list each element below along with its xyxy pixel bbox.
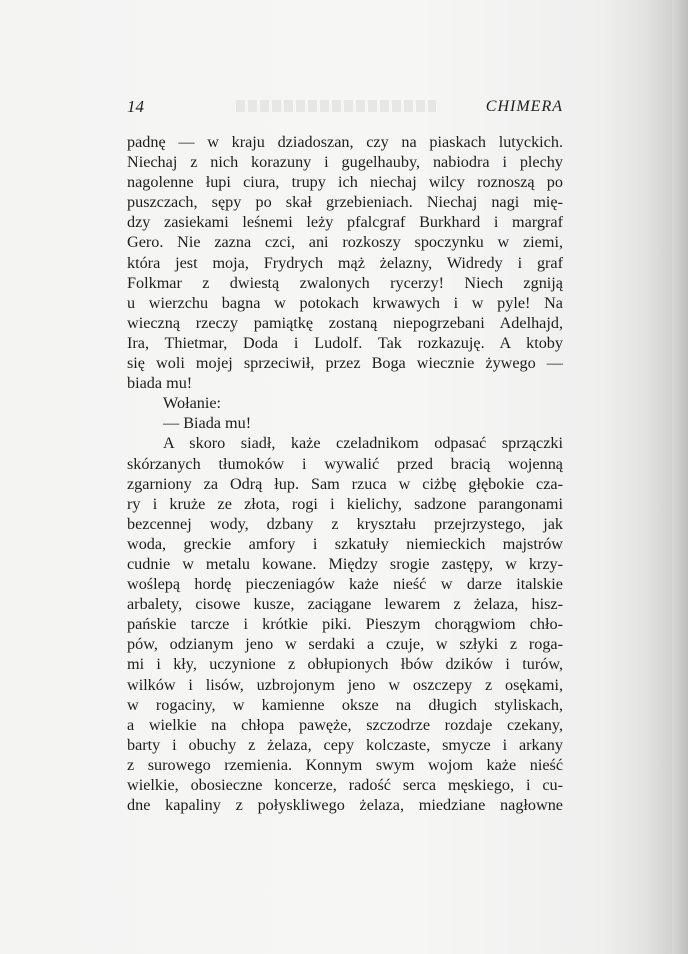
text-line: barty i obuchy z żelaza, cepy kolczaste, smycze i arkany xyxy=(127,735,563,754)
text-line: mi i kły, uczynione z obłupionych łbów dzików i turów, xyxy=(127,655,563,674)
page-number: 14 xyxy=(127,97,144,116)
text-line: pańskie tarcze i krótkie piki. Pieszym chorągwiom chło- xyxy=(127,615,563,634)
text-line: A skoro siadł, każe czeladnikom odpasać sprzączki xyxy=(163,434,563,453)
text-line: zgarniony za Odrą łup. Sam rzuca w ciżbę głębokie cza- xyxy=(127,474,563,493)
text-line: dzy zasiekami leśnemi leży pfalcgraf Burkhard i margraf xyxy=(127,213,563,232)
text-line: z surowego rzemienia. Konnym swym wojom każe nieść xyxy=(127,755,563,774)
text-line: skórzanych tłumoków i wywalić przed bracią wojenną xyxy=(127,454,563,473)
text-line: Folkmar z dwiestą zwalonych rycerzy! Niech zgniją xyxy=(127,273,563,292)
page-header xyxy=(127,96,563,118)
text-line: ry i kruże ze złota, rogi i kielichy, sadzone parangonami xyxy=(127,494,563,513)
text-line: Wołanie: xyxy=(163,394,222,413)
body-text xyxy=(127,132,563,815)
text-line: a wielkie na chłopa pawęże, szczodrze rozdaje czekany, xyxy=(127,715,563,734)
text-line: cudnie w metalu kowane. Między srogie zastępy, w krzy- xyxy=(127,554,563,573)
text-line: pów, odzianym jeno w serdaki a czuje, w szłyki z roga- xyxy=(127,635,563,654)
text-line: biada mu! xyxy=(127,374,193,393)
running-head: CHIMERA xyxy=(485,98,563,115)
text-line: która jest moja, Frydrych mąż żelazny, Widredy i graf xyxy=(127,253,563,272)
text-line: padnę — w kraju dziadoszan, czy na piaskach lutyckich. xyxy=(127,133,563,151)
page-edge-shadow xyxy=(672,0,688,954)
text-line: woda, greckie amfory i szkatuły niemieckich majstrów xyxy=(127,534,563,553)
text-line: nagolenne łupi ciura, trupy ich niechaj wilcy roznoszą po xyxy=(127,173,563,192)
text-line: arbalety, cisowe kusze, zaciągane lewarem z żelaza, hisz- xyxy=(127,595,563,614)
text-line: w rogaciny, w kamienne oksze na długich styliskach, xyxy=(127,695,563,714)
text-line: się woli mojej sprzeciwił, przez Boga wiecznie żywego — xyxy=(127,354,563,373)
text-line: wilków i lisów, uzbrojonym jeno w oszczepy z osękami, xyxy=(127,675,563,694)
text-line: woślepą hordę pieczeniagów każe nieść w darze italskie xyxy=(127,575,563,594)
text-line: wielkie, obosieczne koncerze, radość serca męskiego, i cu- xyxy=(127,776,563,794)
text-line: u wierzchu bagna w potokach krwawych i w pyle! Na xyxy=(127,293,563,312)
text-line: — Biada mu! xyxy=(163,414,252,433)
text-line: wieczną rzeczy pamiątkę zostaną niepogrzebani Adelhajd, xyxy=(127,313,563,332)
text-line: bezcennej wody, dzbany z kryształu przejrzystego, jak xyxy=(127,514,563,533)
text-line: Niechaj z nich korazuny i gugelhauby, nabiodra i plechy xyxy=(127,153,563,172)
text-line: Gero. Nie zazna czci, ani rozkoszy spoczynku w ziemi, xyxy=(127,233,563,252)
text-line: puszczach, sępy po skał grzebieniach. Niechaj nagi mię- xyxy=(127,193,563,212)
text-line: dne kapaliny z połyskliwego żelaza, miedziane nagłowne xyxy=(127,796,563,815)
text-line: Ira, Thietmar, Doda i Ludolf. Tak rozkazuję. A ktoby xyxy=(127,333,563,352)
